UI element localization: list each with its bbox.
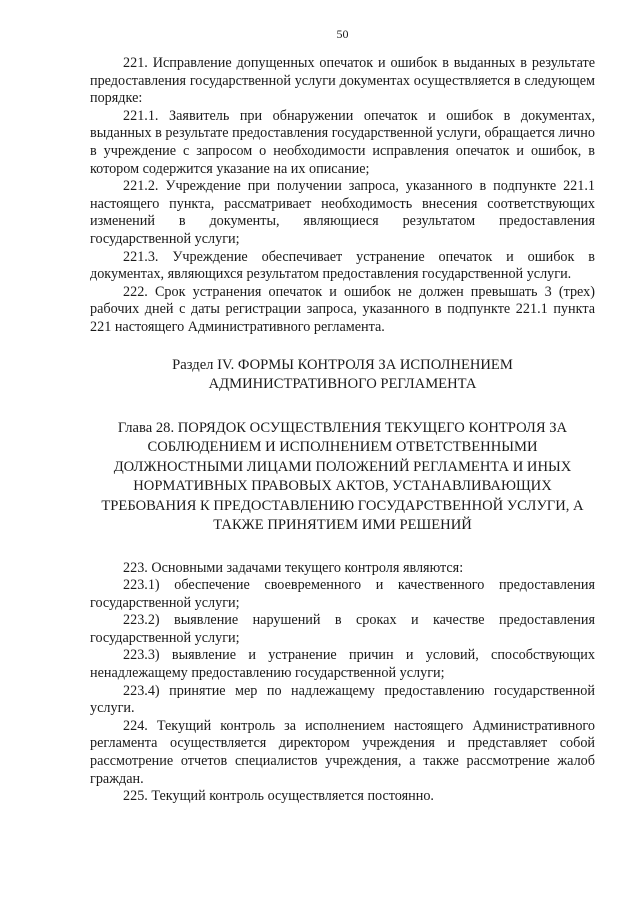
paragraph-221-2: 221.2. Учреждение при получении запроса, указанного в подпункте 221.1 настоящего пункта, рассматривает необходимость внесения соответствующих изменений в документы, являющиеся результатом предоставления государственной услуги; — [90, 178, 595, 247]
chapter-heading-line: НОРМАТИВНЫХ ПРАВОВЫХ АКТОВ, УСТАНАВЛИВАЮЩИХ — [133, 478, 552, 494]
paragraph-222: 222. Срок устранения опечаток и ошибок не должен превышать 3 (трех) рабочих дней с даты регистрации запроса, указанного в подпункте 221.1 пункта 221 настоящего Административного регламента. — [90, 283, 595, 335]
paragraph-223-3: 223.3) выявление и устранение причин и условий, способствующих ненадлежащему предоставлению государственной услуги; — [90, 647, 595, 682]
paragraph-223-4: 223.4) принятие мер по надлежащему предоставлению государственной услуги. — [90, 682, 595, 717]
paragraph-223-1: 223.1) обеспечение своевременного и качественного предоставления государственной услуги; — [90, 577, 595, 611]
chapter-heading-line: СОБЛЮДЕНИЕМ И ИСПОЛНЕНИЕМ ОТВЕТСТВЕННЫМИ — [147, 439, 538, 455]
chapter-heading — [90, 419, 595, 536]
paragraph-223-2: 223.2) выявление нарушений в сроках и качестве предоставления государственной услуги; — [90, 612, 595, 646]
chapter-heading-line: Глава 28. ПОРЯДОК ОСУЩЕСТВЛЕНИЯ ТЕКУЩЕГО КОНТРОЛЯ ЗА — [117, 419, 568, 436]
paragraph-221-3: 221.3. Учреждение обеспечивает устранение опечаток и ошибок в документах, являющихся результатом предоставления государственной услуги. — [90, 248, 595, 283]
paragraph-224: 224. Текущий контроль за исполнением настоящего Административного регламента осуществляется директором учреждения и представляет собой рассмотрение отчетов специалистов учреждения, а также рассмотрение жалоб граждан. — [90, 717, 595, 787]
paragraph-221: 221. Исправление допущенных опечаток и ошибок в выданных в результате предоставления государственной услуги документах осуществляется в следующем порядке: — [90, 55, 595, 107]
paragraph-221-1: 221.1. Заявитель при обнаружении опечаток и ошибок в документах, выданных в результате предоставления государственной услуги, обращается лично в учреждение с запросом о необходимости исправления опечаток и ошибок, в котором содержится указание на их описание; — [90, 107, 595, 177]
document-body — [90, 55, 595, 806]
chapter-heading-line: ТРЕБОВАНИЯ К ПРЕДОСТАВЛЕНИЮ ГОСУДАРСТВЕННОЙ УСЛУГИ, А — [101, 497, 584, 514]
document-page — [90, 0, 595, 905]
section-heading-line: Раздел IV. ФОРМЫ КОНТРОЛЯ ЗА ИСПОЛНЕНИЕМ — [172, 356, 513, 373]
chapter-heading-line: ДОЛЖНОСТНЫМИ ЛИЦАМИ ПОЛОЖЕНИЙ РЕГЛАМЕНТА И ИНЫХ — [113, 458, 572, 475]
paragraph-223: 223. Основными задачами текущего контроля являются: — [123, 559, 464, 576]
chapter-heading-line: ТАКЖЕ ПРИНЯТИЕМ ИМИ РЕШЕНИЙ — [213, 517, 472, 533]
page-number: 50 — [336, 27, 349, 41]
section-heading-line: АДМИНИСТРАТИВНОГО РЕГЛАМЕНТА — [208, 376, 477, 392]
paragraph-225: 225. Текущий контроль осуществляется постоянно. — [123, 788, 434, 805]
section-heading — [90, 356, 595, 395]
